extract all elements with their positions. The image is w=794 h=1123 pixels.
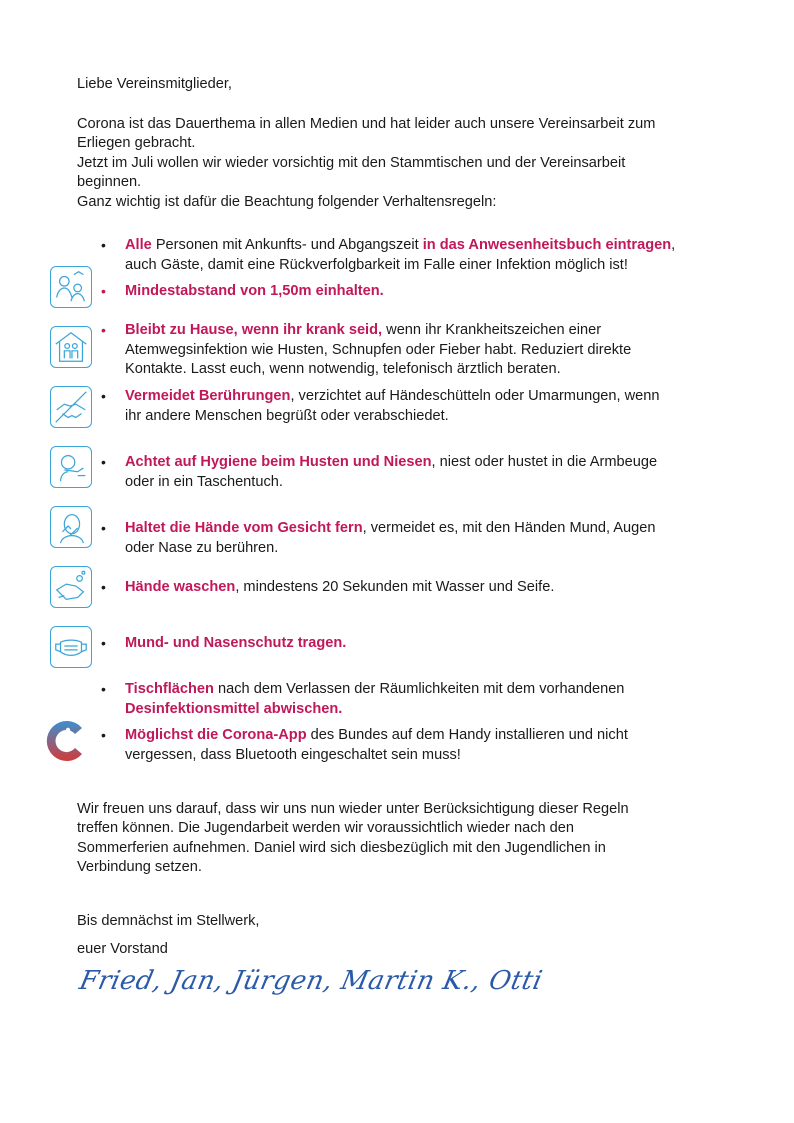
rule-9-highlight-2: Desinfektionsmittel abwischen. [125, 700, 343, 717]
rule-2 [125, 282, 735, 302]
rule-10-highlight: Möglichst die Corona-App [125, 727, 307, 743]
bullet: • [101, 681, 106, 697]
rule-7-highlight: Hände waschen [125, 579, 236, 595]
bullet: • [101, 322, 106, 338]
rule-1-comma: , [671, 237, 676, 253]
rule-3 [125, 321, 735, 380]
rule-9 [125, 680, 735, 719]
rule-10 [125, 726, 735, 765]
rule-7 [125, 578, 735, 598]
rule-5-highlight: Achtet auf Hygiene beim Husten und Niesen [125, 454, 432, 470]
bullet: • [101, 283, 106, 299]
greeting: Liebe Vereinsmitglieder, [77, 76, 232, 92]
rule-4-text: , verzichtet auf Händeschütteln oder Umarmungen, wenn [290, 388, 660, 404]
rule-5 [125, 453, 735, 492]
rule-5-line-2: oder in ein Taschentuch. [125, 473, 283, 490]
bullet: • [101, 635, 106, 651]
rule-3-text: wenn ihr Krankheitszeichen einer [382, 322, 602, 338]
face-touch-icon [50, 506, 92, 548]
rule-3-highlight: Bleibt zu Hause, wenn ihr krank seid, [125, 322, 383, 338]
bullet: • [101, 237, 106, 253]
rule-6-text: , vermeidet es, mit den Händen Mund, Augen [362, 520, 656, 536]
rule-1-text: Personen mit Ankunfts- und Abgangszeit [151, 237, 423, 253]
rule-1-highlight: Alle [125, 237, 152, 253]
closing-line-3: Sommerferien aufnehmen. Daniel wird sich diesbezüglich mit den Jugendlichen in [77, 840, 606, 856]
bullet: • [101, 388, 106, 404]
signature: Fried, Jan, Jürgen, Martin K., Otti [76, 966, 546, 996]
rule-3-line-3: Kontakte. Lasst euch, wenn notwendig, telefonisch ärztlich beraten. [125, 361, 561, 378]
rule-8 [125, 634, 735, 654]
rule-4 [125, 387, 735, 426]
rule-1 [125, 236, 735, 275]
intro-line-5: Ganz wichtig ist dafür die Beachtung folgender Verhaltensregeln: [77, 194, 497, 210]
rule-6-line-2: oder Nase zu berühren. [125, 539, 279, 556]
rule-1-highlight-2: in das Anwesenheitsbuch eintragen [422, 237, 672, 253]
rule-1-line-2: auch Gäste, damit eine Rückverfolgbarkeit im Falle einer Infektion möglich ist! [125, 256, 628, 273]
mask-icon [50, 626, 92, 668]
rule-10-text: des Bundes auf dem Handy installieren und nicht [306, 727, 628, 743]
rule-5-text: , niest oder hustet in die Armbeuge [431, 454, 658, 470]
stay-home-icon [50, 326, 92, 368]
rule-9-text: nach dem Verlassen der Räumlichkeiten mit dem vorhandenen [213, 681, 625, 697]
rule-10-line-2: vergessen, dass Bluetooth eingeschaltet sein muss! [125, 746, 461, 763]
intro-line-4: beginnen. [77, 174, 142, 190]
rule-6-highlight: Haltet die Hände vom Gesicht fern [125, 520, 363, 536]
closing-line-4: Verbindung setzen. [77, 859, 202, 875]
no-handshake-icon [50, 386, 92, 428]
rule-7-text: , mindestens 20 Sekunden mit Wasser und Seife. [235, 579, 555, 595]
rule-6 [125, 519, 735, 558]
corona-app-icon [42, 716, 92, 766]
distance-icon [50, 266, 92, 308]
hand-wash-icon [50, 566, 92, 608]
rule-4-line-2: ihr andere Menschen begrüßt oder verabschiedet. [125, 407, 449, 424]
bullet: • [101, 727, 106, 743]
bullet: • [101, 579, 106, 595]
signoff-line-2: euer Vorstand [77, 941, 168, 957]
bullet: • [101, 520, 106, 536]
rule-9-highlight: Tischflächen [125, 681, 214, 697]
rule-3-line-2: Atemwegsinfektion wie Husten, Schnupfen oder Fieber habt. Reduziert direkte [125, 341, 632, 358]
signoff-line-1: Bis demnächst im Stellwerk, [77, 913, 260, 929]
intro-line-2: Erliegen gebracht. [77, 135, 196, 151]
intro-line-3: Jetzt im Juli wollen wir wieder vorsichtig mit den Stammtischen und der Vereinsarbeit [77, 155, 626, 171]
sneeze-icon [50, 446, 92, 488]
rule-4-highlight: Vermeidet Berührungen [125, 388, 291, 404]
closing-line-2: treffen können. Die Jugendarbeit werden wir voraussichtlich wieder nach den [77, 820, 575, 836]
bullet: • [101, 454, 106, 470]
rule-2-highlight: Mindestabstand von 1,50m einhalten. [125, 283, 384, 299]
rule-8-highlight: Mund- und Nasenschutz tragen. [125, 635, 347, 651]
closing-line-1: Wir freuen uns darauf, dass wir uns nun wieder unter Berücksichtigung dieser Regeln [77, 801, 629, 817]
intro-line-1: Corona ist das Dauerthema in allen Medien und hat leider auch unsere Vereinsarbeit zum [77, 116, 656, 132]
